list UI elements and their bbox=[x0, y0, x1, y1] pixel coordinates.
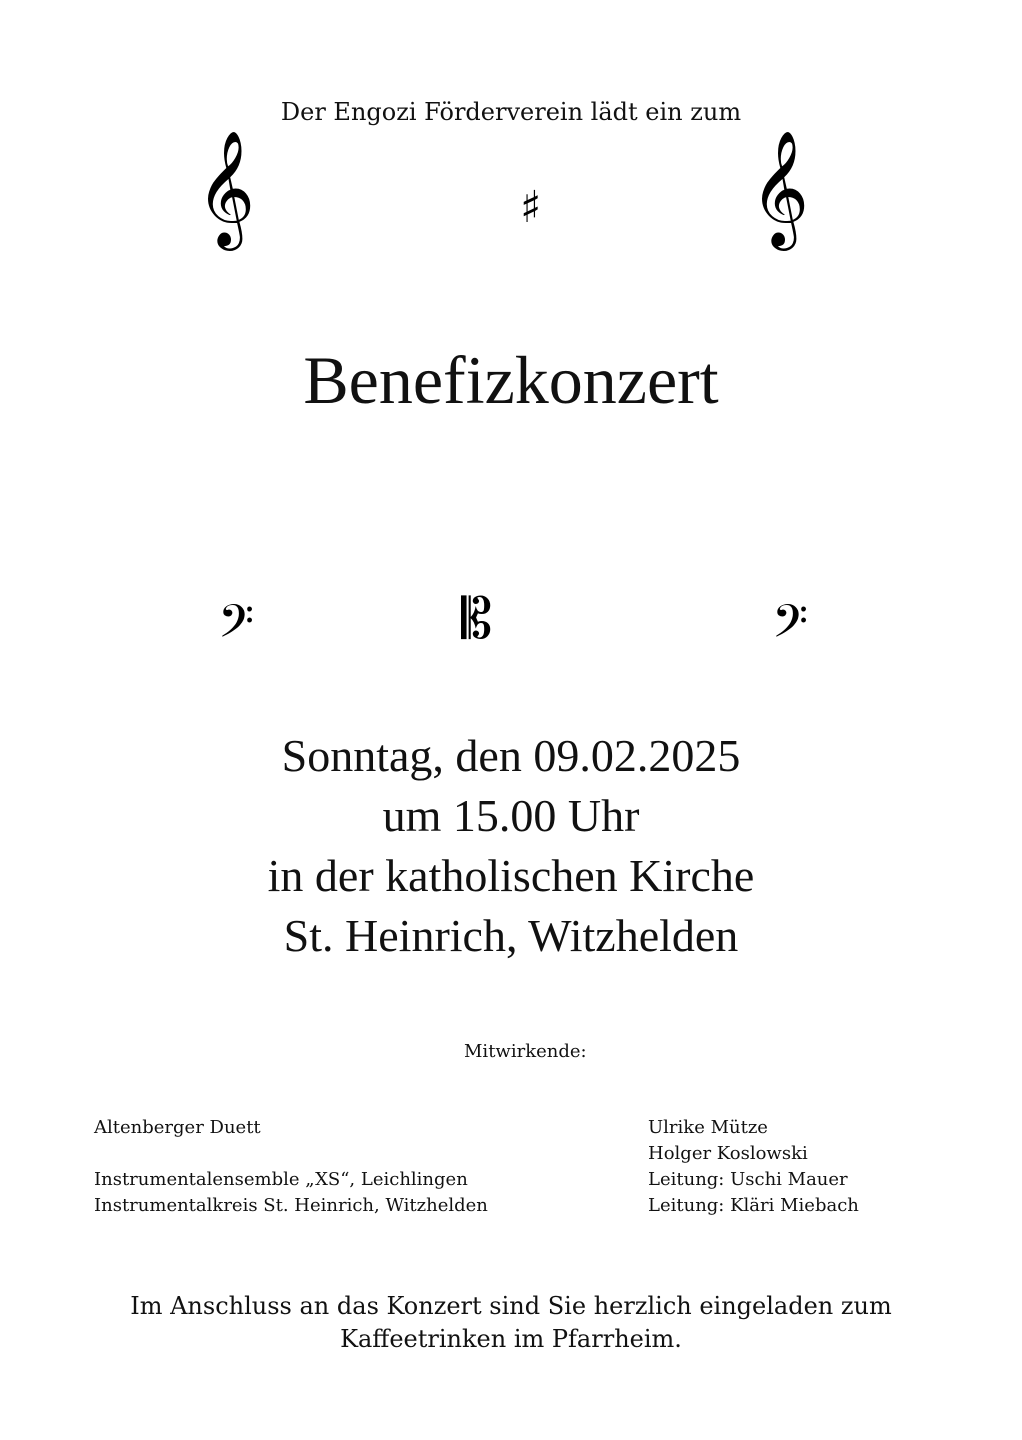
performer-circle: Instrumentalkreis St. Heinrich, Witzhelden bbox=[94, 1195, 488, 1216]
bass-clef-icon-right: 𝄢 bbox=[772, 595, 809, 660]
event-place: St. Heinrich, Witzhelden bbox=[283, 910, 739, 961]
performers-label: Mitwirkende: bbox=[464, 1041, 587, 1062]
alto-clef-icon: 𝄡 bbox=[461, 587, 493, 652]
performers-groups bbox=[94, 1115, 488, 1219]
event-details bbox=[0, 726, 1022, 966]
performer-ensemble: Instrumentalensemble „XS“, Leichlingen bbox=[94, 1169, 468, 1190]
sharp-icon: ♯ bbox=[520, 182, 542, 233]
performer-lead-2: Leitung: Kläri Miebach bbox=[648, 1195, 859, 1216]
performer-lead-1: Leitung: Uschi Mauer bbox=[648, 1169, 848, 1190]
intro-text: Der Engozi Förderverein lädt ein zum bbox=[280, 98, 742, 126]
page-title: Benefizkonzert bbox=[303, 342, 719, 418]
event-time: um 15.00 Uhr bbox=[382, 790, 640, 841]
event-date: Sonntag, den 09.02.2025 bbox=[281, 730, 741, 781]
event-venue: in der katholischen Kirche bbox=[267, 850, 755, 901]
treble-clef-icon-right: 𝄞 bbox=[750, 129, 810, 246]
performer-name-1: Ulrike Mütze bbox=[648, 1117, 768, 1138]
footer-line-1: Im Anschluss an das Konzert sind Sie herzlich eingeladen zum bbox=[130, 1292, 892, 1320]
performers-names bbox=[648, 1115, 859, 1219]
treble-clef-icon-left: 𝄞 bbox=[196, 129, 256, 246]
spacer bbox=[94, 1141, 488, 1167]
performer-duet: Altenberger Duett bbox=[94, 1117, 261, 1138]
bass-clef-icon-left: 𝄢 bbox=[218, 595, 255, 660]
footer-note bbox=[0, 1290, 1022, 1356]
performer-name-2: Holger Koslowski bbox=[648, 1143, 808, 1164]
footer-line-2: Kaffeetrinken im Pfarrheim. bbox=[340, 1325, 682, 1353]
